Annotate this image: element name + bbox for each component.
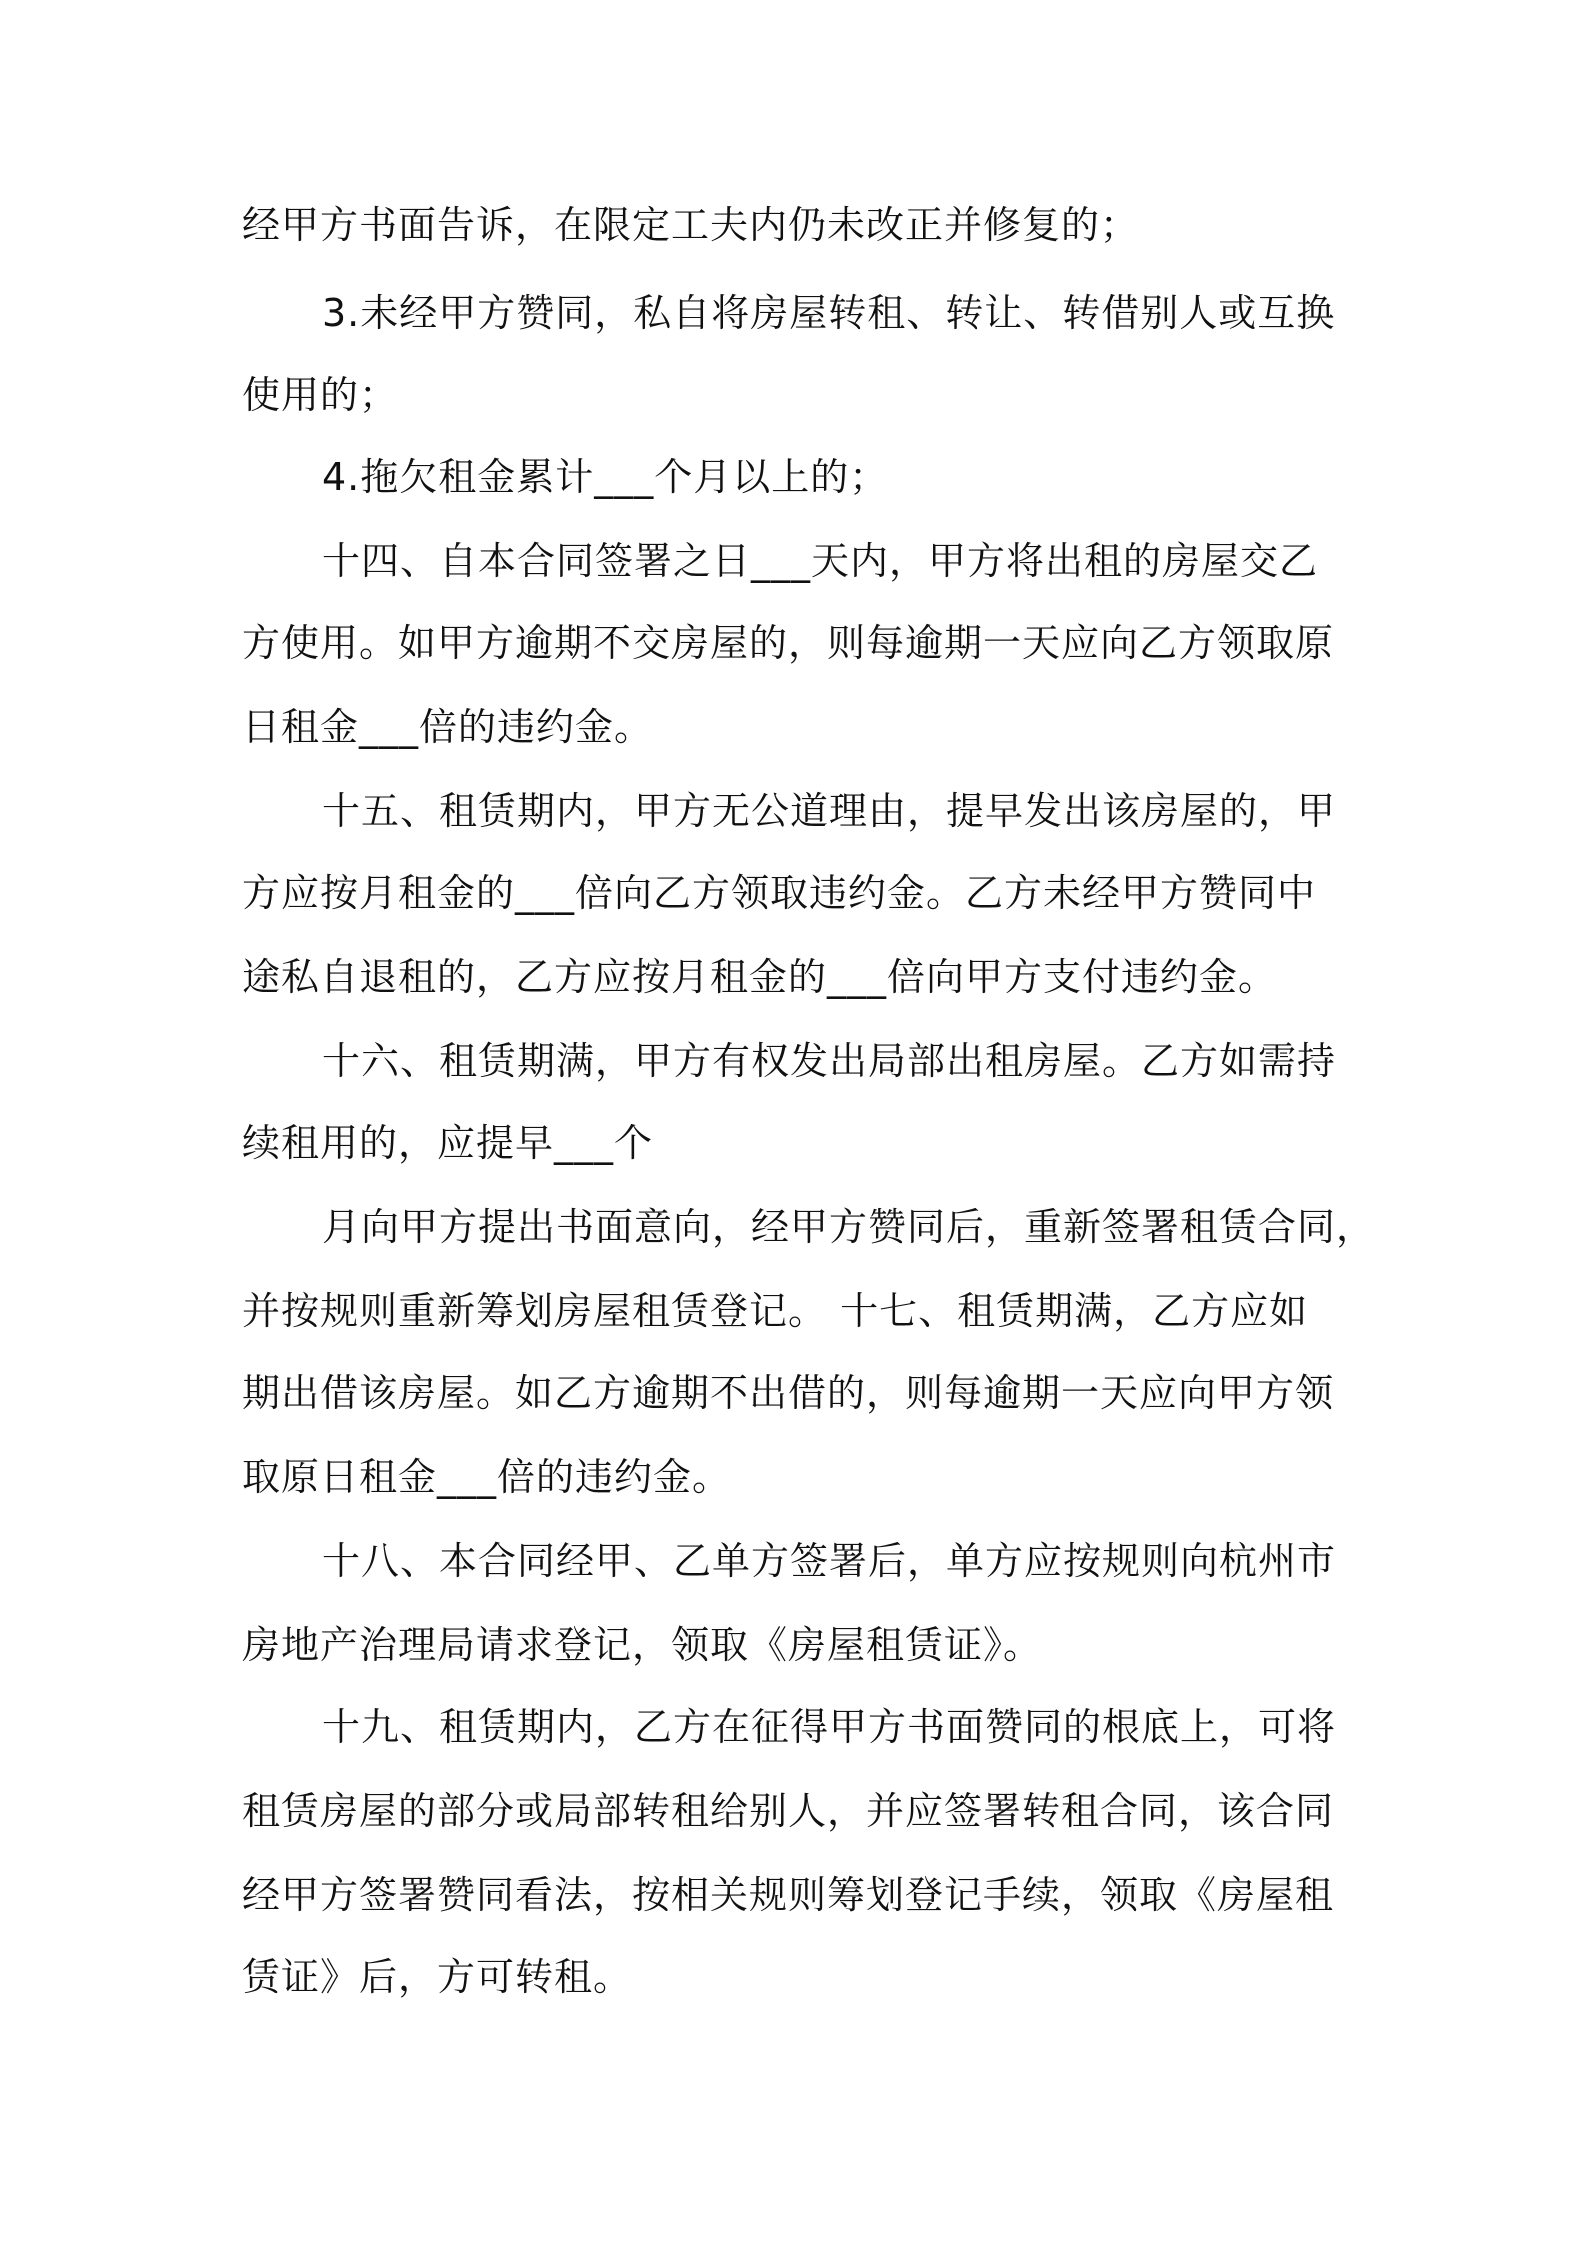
text-line: 途私自退租的，乙方应按月租金的___倍向甲方支付违约金。: [242, 955, 1278, 999]
text-line: 赁证》后，方可转租。: [242, 1955, 633, 1999]
text-line: 十四、自本合同签署之日___天内，甲方将出租的房屋交乙: [322, 539, 1319, 583]
text-line: 十五、租赁期内，甲方无公道理由，提早发出该房屋的，甲: [322, 789, 1337, 833]
text-line: 方应按月租金的___倍向乙方领取违约金。乙方未经甲方赞同中: [242, 871, 1317, 915]
text-line: 十六、租赁期满，甲方有权发出局部出租房屋。乙方如需持: [322, 1039, 1337, 1083]
text-line: 经甲方书面告诉，在限定工夫内仍未改正并修复的；: [242, 203, 1140, 247]
text-line: 续租用的，应提早___个: [242, 1121, 654, 1165]
text-line: 经甲方签署赞同看法，按相关规则筹划登记手续，领取《房屋租: [242, 1873, 1335, 1917]
text-line: 月向甲方提出书面意向，经甲方赞同后，重新签署租赁合同，: [322, 1205, 1376, 1249]
text-line: 期出借该房屋。如乙方逾期不出借的，则每逾期一天应向甲方领: [242, 1371, 1335, 1415]
text-line: 3.未经甲方赞同，私自将房屋转租、转让、转借别人或互换: [322, 291, 1336, 335]
text-line: 十九、租赁期内，乙方在征得甲方书面赞同的根底上，可将: [322, 1705, 1337, 1749]
text-line: 4.拖欠租金累计___个月以上的；: [322, 455, 889, 499]
text-line: 房地产治理局请求登记，领取《房屋租赁证》。: [242, 1623, 1043, 1667]
text-line: 租赁房屋的部分或局部转租给别人，并应签署转租合同，该合同: [242, 1789, 1335, 1833]
text-line: 方使用。如甲方逾期不交房屋的，则每逾期一天应向乙方领取原: [242, 621, 1335, 665]
text-line: 使用的；: [242, 373, 399, 417]
text-line: 日租金___倍的违约金。: [242, 705, 654, 749]
text-line: 取原日租金___倍的违约金。: [242, 1455, 732, 1499]
text-line: 十八、本合同经甲、乙单方签署后，单方应按规则向杭州市: [322, 1539, 1337, 1583]
text-line: 并按规则重新筹划房屋租赁登记。 十七、租赁期满，乙方应如: [242, 1289, 1309, 1333]
